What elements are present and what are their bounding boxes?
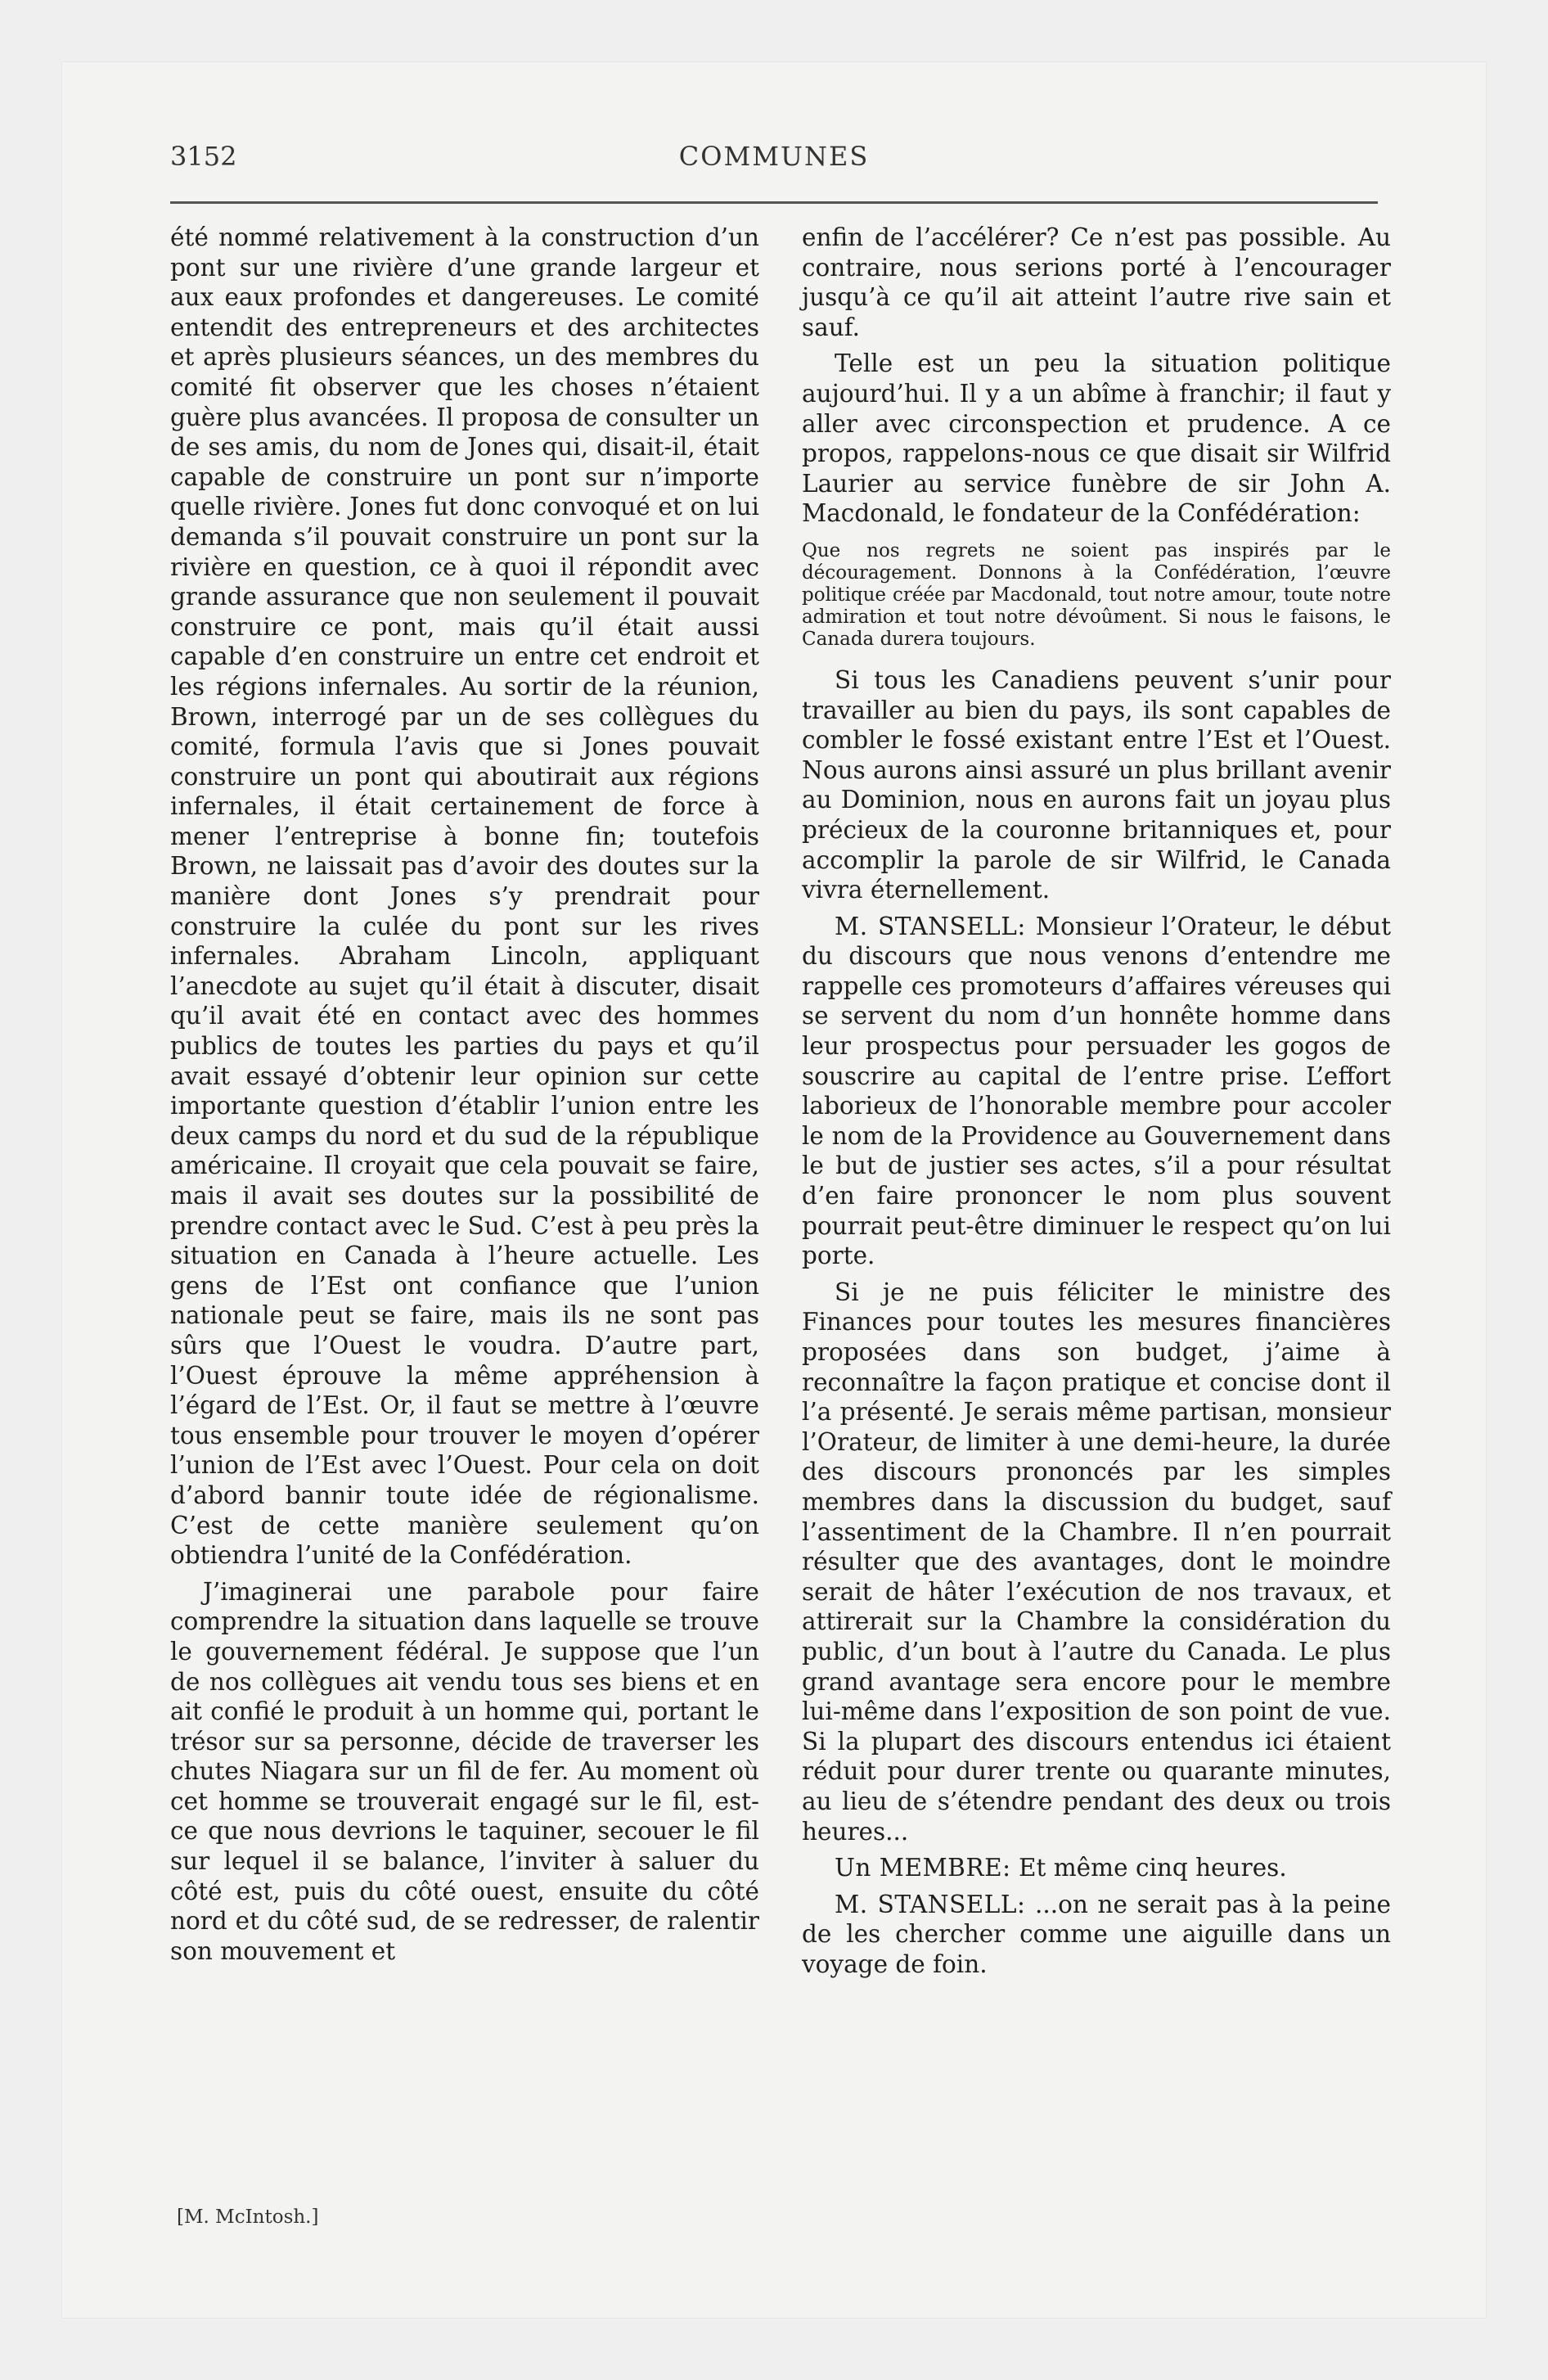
speaker-label: M. STANSELL: xyxy=(835,1890,1026,1918)
document-page xyxy=(62,62,1486,2318)
page-number: 3152 xyxy=(170,141,237,172)
right-column xyxy=(802,223,1391,1979)
member-interjection xyxy=(802,1853,1391,1883)
header-rule xyxy=(170,201,1378,204)
right-paragraph-5: Si je ne puis féliciter le ministre des Finances pour toutes les mesures financières proposées dans son budget, j’aime à reconnaître la façon pratique et concise dont il l’a présenté. Je serais même partisan, monsieur l’Orateur, de limiter à une demi-heure, la durée des discours prononcés par les simples membres dans la discussion du budget, sauf l’assentiment de la Chambre. Il n’en pourrait résulter que des avantages, dont le moindre serait de hâter l’exécution de nos travaux, et attirerait sur la Chambre la considération du public, d’un bout à l’autre du Canada. Le plus grand avantage sera encore pour le membre lui-même dans l’exposition de son point de vue. Si la plupart des discours entendus ici étaient réduit pour durer trente ou quarante minutes, au lieu de s’étendre pendant des deux ou trois heures... xyxy=(802,1278,1391,1846)
running-title: COMMUNES xyxy=(678,141,870,172)
speech-text: Monsieur l’Orateur, le début du discours que nous venons d’entendre me rappelle ces promoteurs d’affaires véreuses qui se servent du nom d’un honnête homme dans leur prospectus pour persuader les gogos de souscrire au capital de l’entre prise. L’effort laborieux de l’honorable membre pour accoler le nom de la Providence au Gouvernement dans le but de justier ses actes, s’il a pour résultat d’en faire prononcer le nom plus souvent pourrait peut-être diminuer le respect qu’on lui porte. xyxy=(802,912,1391,1270)
right-paragraph-3: Si tous les Canadiens peuvent s’unir pour travailler au bien du pays, ils sont capables de combler le fossé existant entre l’Est et l’Ouest. Nous aurons ainsi assuré un plus brillant avenir au Dominion, nous en aurons fait un joyau plus précieux de la couronne britanniques et, pour accomplir la parole de sir Wilfrid, le Canada vivra éternellement. xyxy=(802,665,1391,904)
speaker-label: Un MEMBRE: xyxy=(835,1854,1011,1882)
speaker-attribution: [M. McIntosh.] xyxy=(177,2206,319,2228)
right-paragraph-2: Telle est un peu la situation politique aujourd’hui. Il y a un abîme à franchir; il faut y aller avec circonspection et prudence. A ce propos, rappelons-nous ce que disait sir Wilfrid Laurier au service funèbre de sir John A. Macdonald, le fondateur de la Confédération: xyxy=(802,349,1391,528)
left-column xyxy=(170,223,759,1966)
stansell-speech-2 xyxy=(802,1890,1391,1980)
laurier-quote: Que nos regrets ne soient pas inspirés par le découragement. Donnons à la Confédération, l’œuvre politique créée par Macdonald, tout notre amour, toute notre admiration et tout notre dévoûment. Si nous le faisons, le Canada durera toujours. xyxy=(802,539,1391,650)
page-header xyxy=(62,141,1486,190)
stansell-speech-1 xyxy=(802,912,1391,1271)
right-paragraph-1: enfin de l’accélérer? Ce n’est pas possible. Au contraire, nous serions porté à l’encourager jusqu’à ce qu’il ait atteint l’autre rive sain et sauf. xyxy=(802,223,1391,341)
speech-text: ...on ne serait pas à la peine de les chercher comme une aiguille dans un voyage de foin. xyxy=(802,1890,1391,1978)
left-paragraph-1: été nommé relativement à la construction d’un pont sur une rivière d’une grande largeur et aux eaux profondes et dangereuses. Le comité entendit des entrepreneurs et des architectes et après plusieurs séances, un des membres du comité fit observer que les choses n’étaient guère plus avancées. Il proposa de consulter un de ses amis, du nom de Jones qui, disait-il, était capable de construire un pont sur n’importe quelle rivière. Jones fut donc convoqué et on lui demanda s’il pouvait construire un pont sur la rivière en question, ce à quoi il répondit avec grande assurance que non seulement il pouvait construire ce pont, mais qu’il était aussi capable d’en construire un entre cet endroit et les régions infernales. Au sortir de la réunion, Brown, interrogé par un de ses collègues du comité, formula l’avis que si Jones pouvait construire un pont qui aboutirait aux régions infernales, il était certainement de force à mener l’entreprise à bonne fin; toutefois Brown, ne laissait pas d’avoir des doutes sur la manière dont Jones s’y prendrait pour construire la culée du pont sur les rives infernales. Abraham Lincoln, appliquant l’anecdote au sujet qu’il était à discuter, disait qu’il avait été en contact avec des hommes publics de toutes les parties du pays et qu’il avait essayé d’obtenir leur opinion sur cette importante question d’établir l’union entre les deux camps du nord et du sud de la république américaine. Il croyait que cela pouvait se faire, mais il avait ses doutes sur la possibilité de prendre contact avec le Sud. C’est à peu près la situation en Canada à l’heure actuelle. Les gens de l’Est ont confiance que l’union nationale peut se faire, mais ils ne sont pas sûrs que l’Ouest le voudra. D’autre part, l’Ouest éprouve la même appréhension à l’égard de l’Est. Or, il faut se mettre à l’œuvre tous ensemble pour trouver le moyen d’opérer l’union de l’Est avec l’Ouest. Pour cela on doit d’abord bannir toute idée de régionalisme. C’est de cette manière seulement qu’on obtiendra l’unité de la Confédération. xyxy=(170,223,759,1570)
left-paragraph-2: J’imaginerai une parabole pour faire comprendre la situation dans laquelle se trouve le gouvernement fédéral. Je suppose que l’un de nos collègues ait vendu tous ses biens et en ait confié le produit à un homme qui, portant le trésor sur sa personne, décide de traverser les chutes Niagara sur un fil de fer. Au moment où cet homme se trouverait engagé sur le fil, est-ce que nous devrions le taquiner, secouer le fil sur lequel il se balance, l’inviter à saluer du côté est, puis du côté ouest, ensuite du côté nord et du côté sud, de se redresser, de ralentir son mouvement et xyxy=(170,1577,759,1965)
speech-text: Et même cinq heures. xyxy=(1010,1854,1287,1882)
speaker-label: M. STANSELL: xyxy=(835,912,1026,940)
